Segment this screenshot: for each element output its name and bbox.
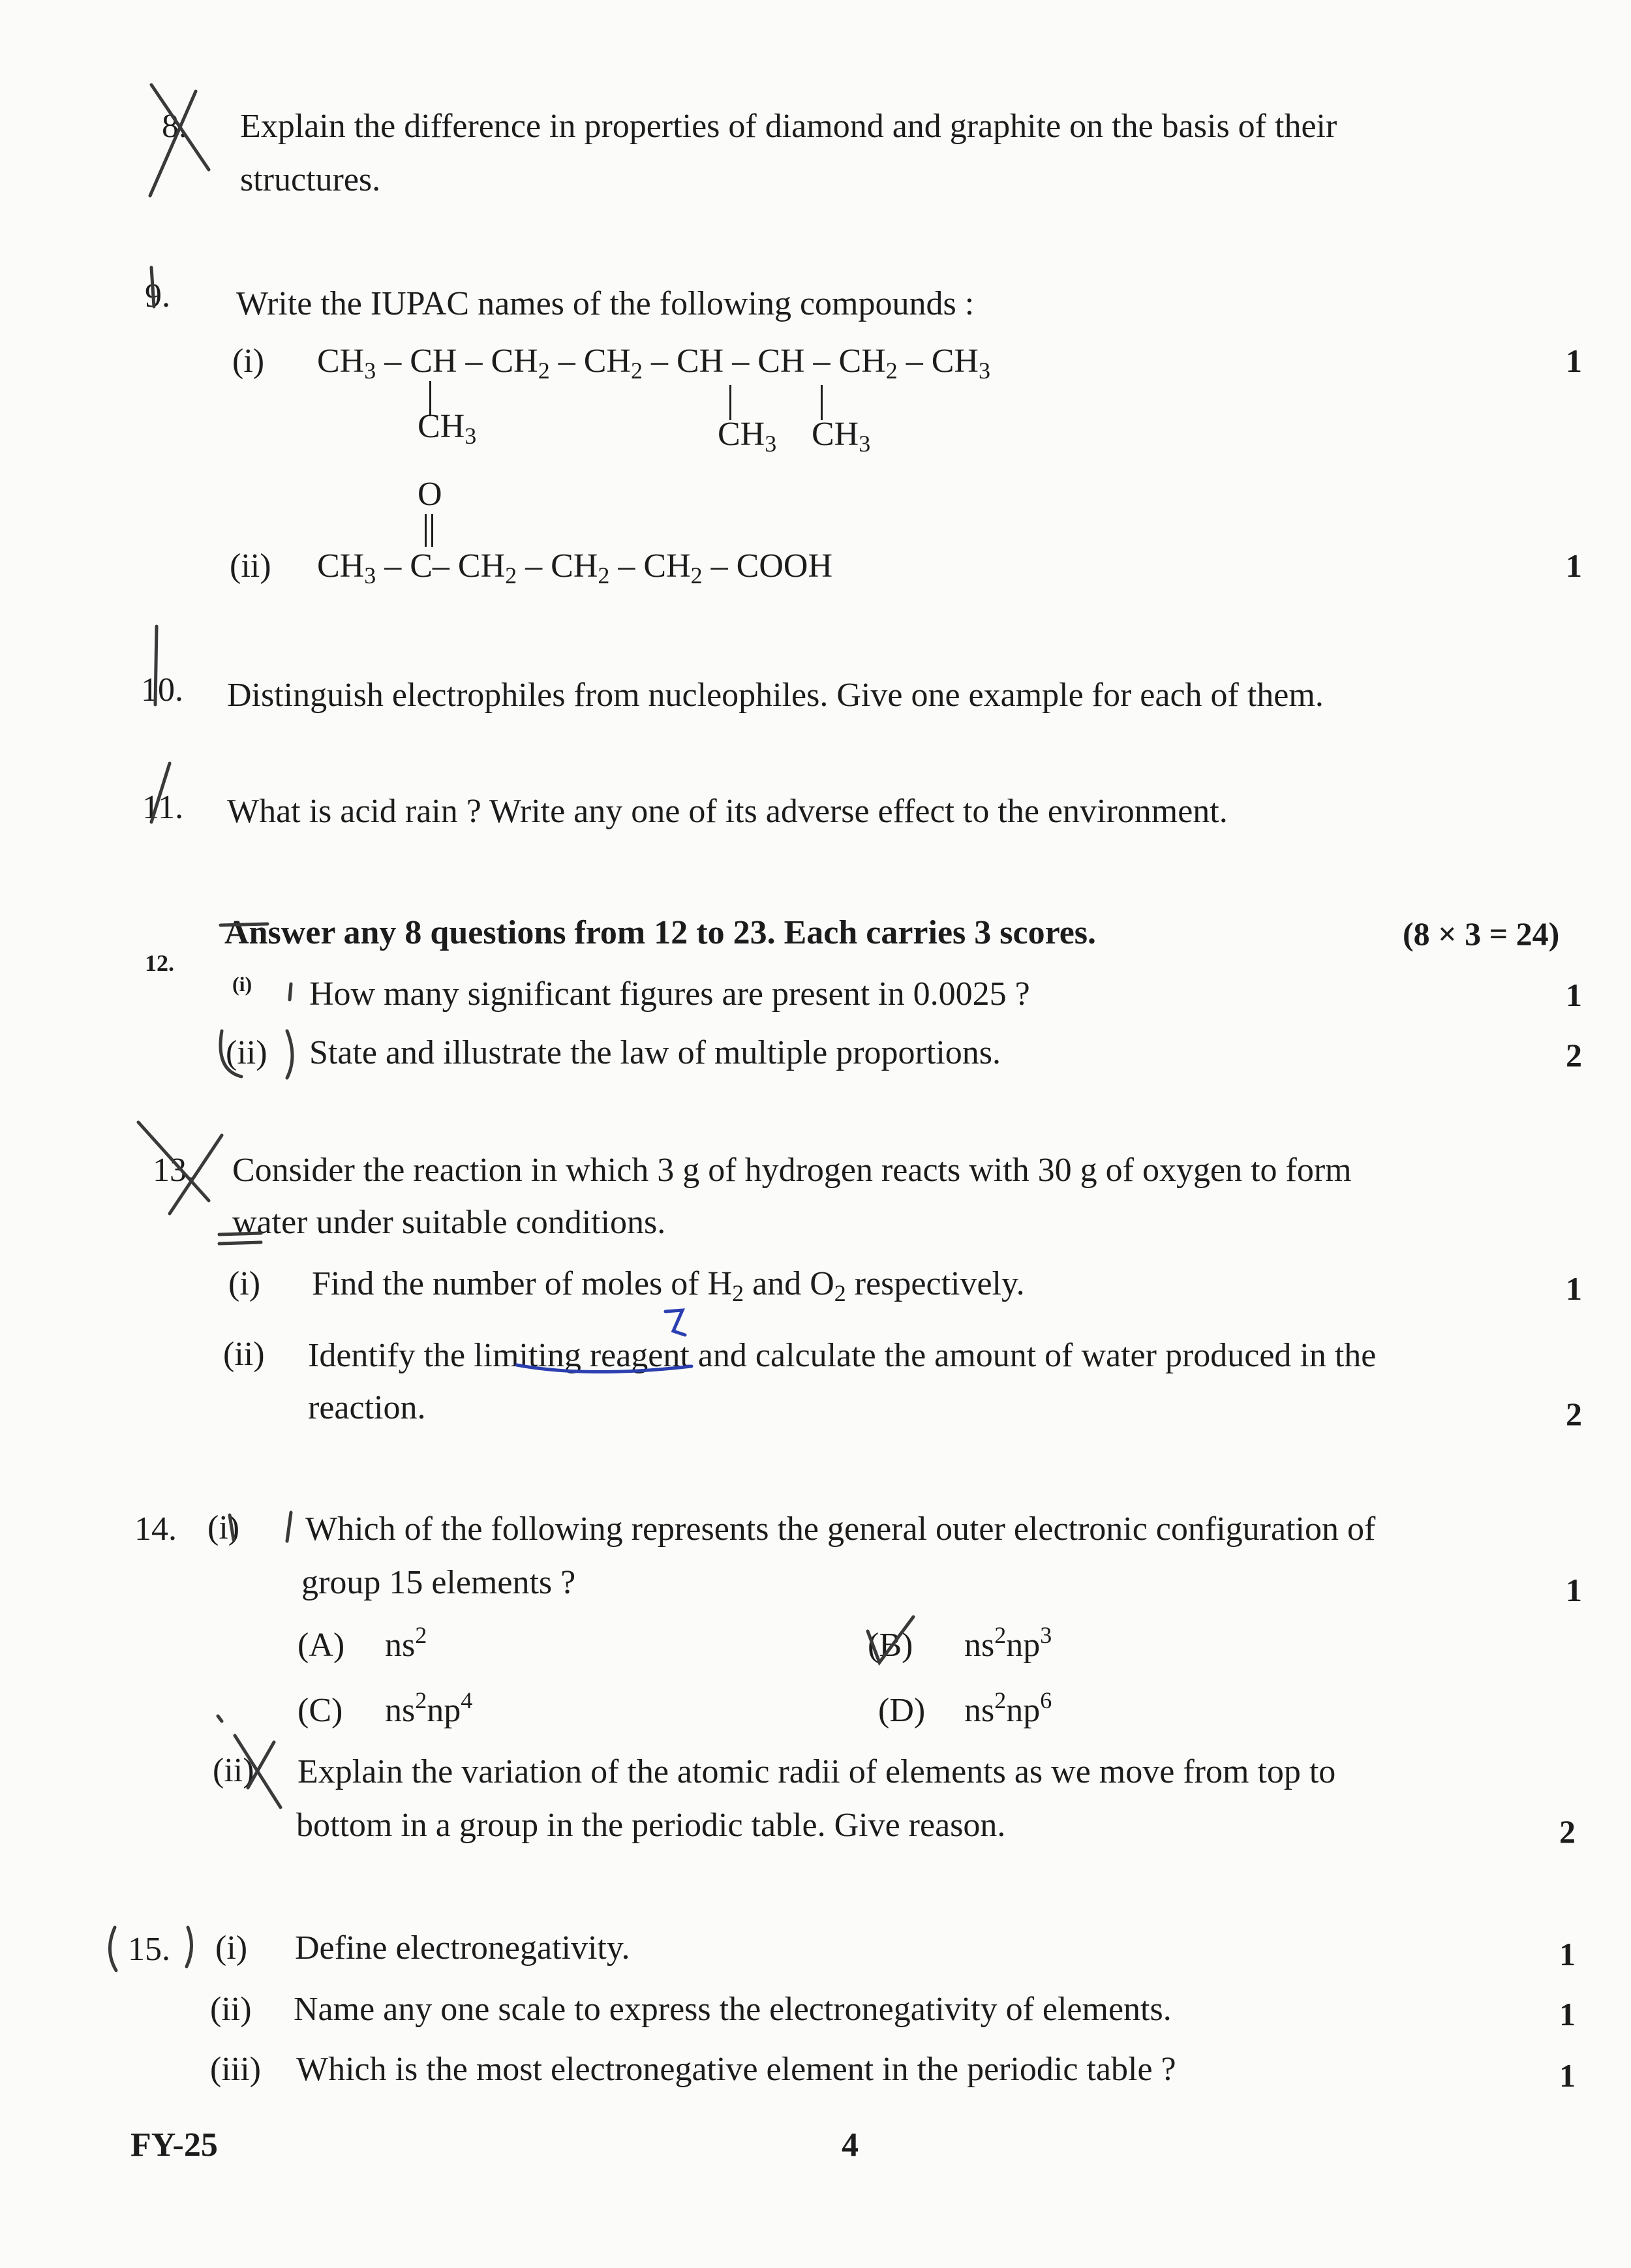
sub-question-text: bottom in a group in the periodic table. Give reason. — [296, 1807, 1006, 1844]
question-number: 14. — [134, 1510, 177, 1548]
section-instruction: Answer any 8 questions from 12 to 23. Each carries 3 scores. — [224, 914, 1097, 951]
score: 2 — [1559, 1813, 1576, 1850]
question-text: Distinguish electrophiles from nucleophiles. Give one example for each of them. — [227, 677, 1324, 714]
sub-question-text: group 15 elements ? — [301, 1564, 576, 1601]
sub-question-label: (ii) — [226, 1034, 267, 1071]
question-text: structures. — [240, 161, 381, 198]
option-value: $ns^2$ — [385, 1622, 427, 1664]
sub-question-label: (i) — [215, 1929, 248, 1967]
pencil-tick-mark — [290, 984, 291, 1000]
methyl-branch: $CH_3$ — [718, 416, 777, 457]
pencil-tick-mark — [287, 1512, 291, 1541]
score: 1 — [1559, 1996, 1576, 2032]
option-value: $ns^2np^4$ — [385, 1687, 473, 1729]
question-number: 8. — [162, 108, 187, 145]
option-label: (B) — [868, 1627, 913, 1664]
bond-line — [821, 385, 823, 420]
sub-question-label: (i) — [232, 972, 252, 996]
sub-question-text: State and illustrate the law of multiple proportions. — [309, 1034, 1001, 1071]
sub-question-label: (i) — [232, 343, 265, 380]
score: 1 — [1566, 547, 1582, 584]
score: 1 — [1559, 2057, 1576, 2094]
sub-question-label: (i) — [228, 1265, 261, 1302]
sub-question-text: Identify the limiting reagent and calculate the amount of water produced in the — [308, 1337, 1377, 1374]
sub-question-text: Which is the most electronegative element in the periodic table ? — [296, 2051, 1176, 2088]
question-text: Write the IUPAC names of the following compounds : — [236, 285, 975, 322]
sub-question-label: (ii) — [210, 1991, 252, 2028]
score: 1 — [1559, 1936, 1576, 1972]
sub-question-label: (ii) — [230, 547, 271, 585]
sub-question-text: Find the number of moles of $H_2$ and $O_2$ respectively. — [312, 1265, 1025, 1306]
methyl-branch: $CH_3$ — [418, 408, 477, 449]
section-marks: (8 × 3 = 24) — [1403, 915, 1560, 952]
paper-code: FY-25 — [130, 2126, 218, 2164]
methyl-branch: $CH_3$ — [812, 416, 871, 457]
sub-question-text: Define electronegativity. — [295, 1929, 630, 1967]
question-text: water under suitable conditions. — [232, 1204, 666, 1241]
score: 2 — [1566, 1396, 1582, 1432]
question-number: 9. — [145, 277, 170, 314]
sub-question-text: Which of the following represents the general outer electronic configuration of — [305, 1510, 1376, 1548]
option-value: $ns^2np^3$ — [964, 1622, 1052, 1664]
score: 1 — [1566, 343, 1582, 379]
score: 1 — [1566, 1270, 1582, 1307]
question-number: 10. — [141, 671, 183, 709]
question-number: 13. — [153, 1152, 195, 1189]
chemical-formula: $CH_3 - C-$ $CH_2 - CH_2 - CH_2$ – COOH — [317, 547, 833, 589]
option-label: (A) — [297, 1627, 345, 1664]
option-label: (C) — [297, 1692, 343, 1729]
option-label: (D) — [878, 1692, 926, 1729]
question-number: 15. — [128, 1931, 170, 1968]
chemical-formula: $CH_3$ – CH – $CH_2 - CH_2$ – CH – CH – $CH_2 - CH_3$ — [317, 343, 990, 384]
double-bond-line — [425, 514, 427, 547]
sub-question-text: reaction. — [308, 1389, 426, 1426]
sub-question-text: How many significant figures are present in 0.0025 ? — [309, 975, 1030, 1013]
double-bond-line — [431, 514, 433, 547]
question-text: What is acid rain ? Write any one of its adverse effect to the environment. — [227, 793, 1228, 830]
score: 2 — [1566, 1037, 1582, 1073]
question-number: 11. — [142, 789, 184, 826]
score: 1 — [1566, 1572, 1582, 1608]
question-text: Explain the difference in properties of diamond and graphite on the basis of their — [240, 108, 1337, 145]
bond-line — [729, 385, 731, 420]
pencil-tick-mark — [218, 1716, 222, 1721]
sub-question-text: Explain the variation of the atomic radii of elements as we move from top to — [297, 1753, 1336, 1790]
score: 1 — [1566, 977, 1582, 1013]
sub-question-text: Name any one scale to express the electronegativity of elements. — [294, 1991, 1172, 2028]
option-value: $ns^2np^6$ — [964, 1687, 1052, 1729]
sub-question-label: (ii) — [223, 1336, 265, 1373]
sub-question-label: (ii) — [213, 1752, 254, 1789]
question-number: 12. — [145, 950, 174, 976]
question-text: Consider the reaction in which 3 g of hydrogen reacts with 30 g of oxygen to form — [232, 1152, 1352, 1189]
blue-pen-annotation — [665, 1310, 685, 1335]
page-number: 4 — [842, 2126, 859, 2164]
sub-question-label: (iii) — [210, 2051, 261, 2088]
carbonyl-oxygen: O — [418, 476, 442, 513]
sub-question-label: (i) — [207, 1509, 240, 1546]
